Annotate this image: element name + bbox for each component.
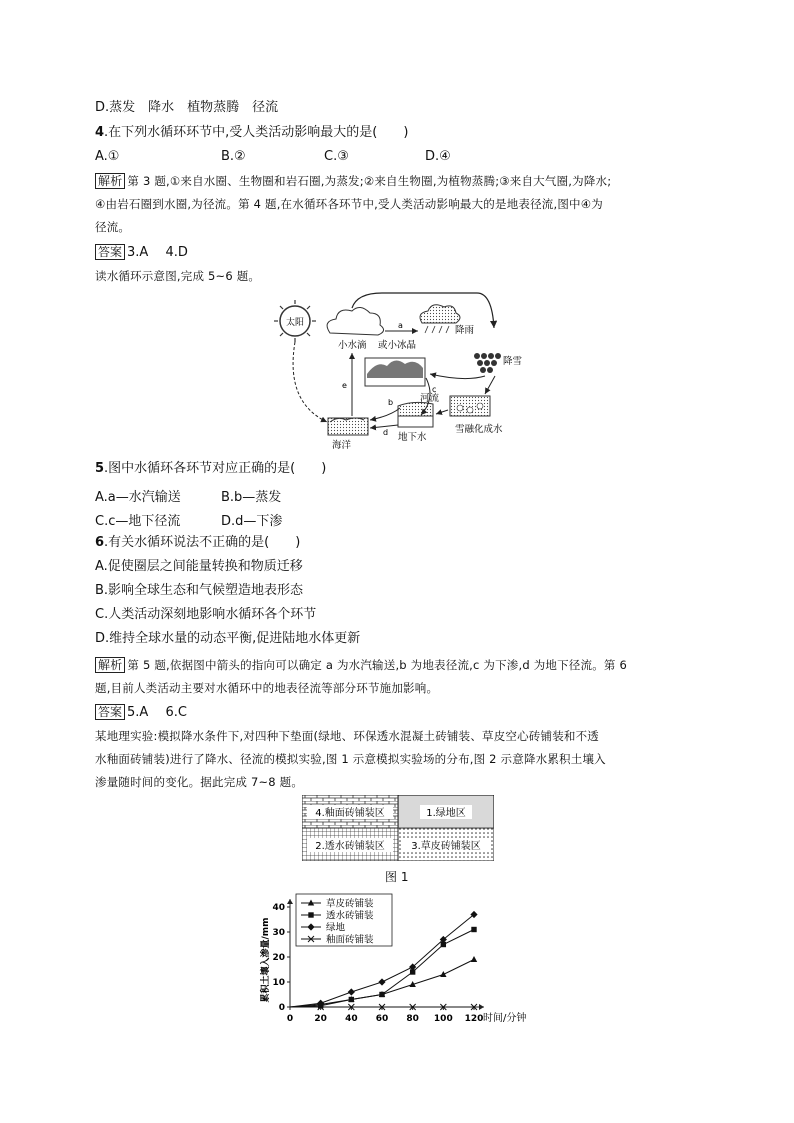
sun-label: 太阳	[285, 318, 305, 328]
x-tick-label: 20	[314, 1014, 327, 1024]
ocean-block	[328, 418, 368, 435]
y-tick-label: 20	[272, 953, 285, 963]
q4-number: 4	[95, 125, 105, 140]
river-label: 河流	[420, 393, 440, 404]
x-tick-label: 40	[345, 1014, 358, 1024]
rain-cloud-icon	[420, 305, 460, 323]
x-tick-label: 80	[406, 1014, 419, 1024]
snow-label: 降雪	[503, 356, 523, 367]
data-point-1-3	[379, 992, 384, 997]
snowflake-icon	[474, 353, 501, 373]
q4-stem-text: .在下列水循环环节中,受人类活动影响最大的是( )	[104, 125, 409, 140]
analysis-2-line-1	[95, 657, 627, 673]
label-d: d	[383, 428, 389, 437]
answer-2	[95, 704, 187, 721]
y-tick-label: 10	[272, 978, 285, 988]
zone-3-label: 3.草皮砖铺装区	[411, 841, 481, 852]
droplet-label: 小水滴	[338, 340, 367, 351]
q6-option-d: D.维持全球水量的动态平衡,促进陆地水体更新	[95, 631, 361, 646]
analysis-1-text-1: 第 3 题,①来自水圈、生物圈和岩石圈,为蒸发;②来自生物圈,为植物蒸腾;③来自大气圈,为降水;	[127, 174, 612, 188]
legend-label-1: 透水砖铺装	[326, 910, 374, 922]
analysis-tag: 解析	[95, 173, 125, 189]
x-tick-label: 100	[433, 1014, 453, 1024]
label-c: c	[432, 385, 437, 394]
q6-number: 6	[95, 535, 105, 550]
melt-to-groundwater-arrow	[436, 410, 448, 414]
data-point-0-6	[471, 956, 477, 962]
q5-stem-text: .图中水循环各环节对应正确的是( )	[104, 461, 327, 476]
groundwater-block	[398, 416, 433, 427]
intro-7-8-line-3: 渗量随时间的变化。据此完成 7~8 题。	[95, 775, 304, 789]
y-tick-label: 0	[278, 1003, 285, 1013]
figure-1-caption: 图 1	[385, 870, 409, 884]
y-tick-label: 30	[272, 928, 285, 938]
q6-stem	[95, 535, 300, 551]
groundwater-label: 地下水	[398, 432, 427, 443]
data-point-1-6	[471, 927, 476, 932]
q6-stem-text: .有关水循环说法不正确的是( )	[104, 535, 301, 550]
answer-tag-2: 答案	[95, 704, 125, 720]
q5-option-d: D.d—下渗	[221, 514, 283, 529]
analysis-2-line-2: 题,目前人类活动主要对水循环中的地表径流等部分环节施加影响。	[95, 681, 439, 695]
analysis-1-line-2: ④由岩石圈到水圈,为径流。第 4 题,在水循环各环节中,受人类活动影响最大的是地表径流,图中④为	[95, 197, 603, 211]
q5-option-c: C.c—地下径流	[95, 514, 181, 529]
water-cycle-diagram	[270, 288, 530, 458]
q4-stem	[95, 125, 408, 141]
q5-option-b: B.b—蒸发	[221, 490, 282, 505]
q5-option-a: A.a—水汽输送	[95, 490, 181, 505]
ocean-label: 海洋	[332, 440, 352, 451]
x-tick-label: 60	[375, 1014, 389, 1024]
infiltration-chart	[258, 890, 548, 1030]
legend-label-3: 釉面砖铺装	[326, 934, 374, 946]
analysis-1-line-3: 径流。	[95, 220, 131, 234]
answer-1-text: 3.A 4.D	[127, 245, 188, 260]
q4-option-b: B.②	[221, 149, 246, 164]
x-tick-label: 120	[464, 1014, 484, 1024]
arrow-b	[370, 408, 400, 420]
legend-label-0: 草皮砖铺装	[326, 898, 374, 910]
intro-7-8-line-2: 水釉面砖铺装)进行了降水、径流的模拟实验,图 1 示意模拟实验场的分布,图 2 示意降水累积土壤入	[95, 752, 606, 766]
intro-5-6: 读水循环示意图,完成 5~6 题。	[95, 269, 261, 283]
data-point-2-2	[348, 988, 355, 995]
y-axis-label: 累积土壤入渗量/mm	[261, 917, 271, 1003]
data-point-1-2	[349, 997, 354, 1002]
q4-option-c: C.③	[324, 149, 349, 164]
rain-label: 降雨	[455, 325, 475, 336]
ocean-return-arrow	[293, 342, 327, 422]
snowmelt-arrow	[485, 376, 495, 394]
runoff-arrow	[430, 374, 485, 379]
snowmelt-label: 雪融化成水	[455, 424, 503, 435]
q4-option-a: A.①	[95, 149, 120, 164]
zone-2-label: 2.透水砖铺装区	[315, 841, 385, 852]
legend-marker-1	[308, 912, 313, 917]
answer-1	[95, 244, 188, 261]
x-tick-label: 0	[286, 1014, 294, 1024]
label-e: e	[342, 381, 347, 390]
analysis-2-text-1: 第 5 题,依据图中箭头的指向可以确定 a 为水汽输送,b 为地表径流,c 为下渗,d 为地下径流。第 6	[127, 658, 627, 672]
q6-option-c: C.人类活动深刻地影响水循环各个环节	[95, 607, 317, 622]
x-axis-label: 时间/分钟	[483, 1013, 527, 1024]
rain-drops-icon	[425, 326, 449, 333]
figure-1-site-map	[302, 795, 494, 861]
ice-label: 或小冰晶	[378, 340, 417, 351]
q3-option-d: D.蒸发 降水 植物蒸腾 径流	[95, 100, 279, 115]
y-tick-label: 40	[272, 903, 285, 913]
q5-number: 5	[95, 461, 105, 476]
data-point-2-3	[378, 978, 385, 985]
label-a: a	[398, 321, 403, 330]
q6-option-b: B.影响全球生态和气候塑造地表形态	[95, 583, 304, 598]
intro-7-8-line-1: 某地理实验:模拟降水条件下,对四种下垫面(绿地、环保透水混凝土砖铺装、草皮空心砖铺装和不透	[95, 729, 600, 743]
zone-1-label: 1.绿地区	[426, 808, 466, 819]
label-b: b	[388, 398, 394, 407]
q4-option-d: D.④	[425, 149, 451, 164]
cloud-left-icon	[327, 307, 383, 335]
answer-tag: 答案	[95, 244, 125, 260]
zone-4-label: 4.釉面砖铺装区	[315, 808, 385, 819]
legend-label-2: 绿地	[326, 922, 346, 934]
answer-2-text: 5.A 6.C	[127, 705, 187, 720]
q6-option-a: A.促使圈层之间能量转换和物质迁移	[95, 559, 303, 574]
data-point-0-5	[440, 971, 446, 977]
q5-stem	[95, 461, 326, 477]
analysis-1-line-1	[95, 173, 611, 189]
analysis-tag-2: 解析	[95, 657, 125, 673]
